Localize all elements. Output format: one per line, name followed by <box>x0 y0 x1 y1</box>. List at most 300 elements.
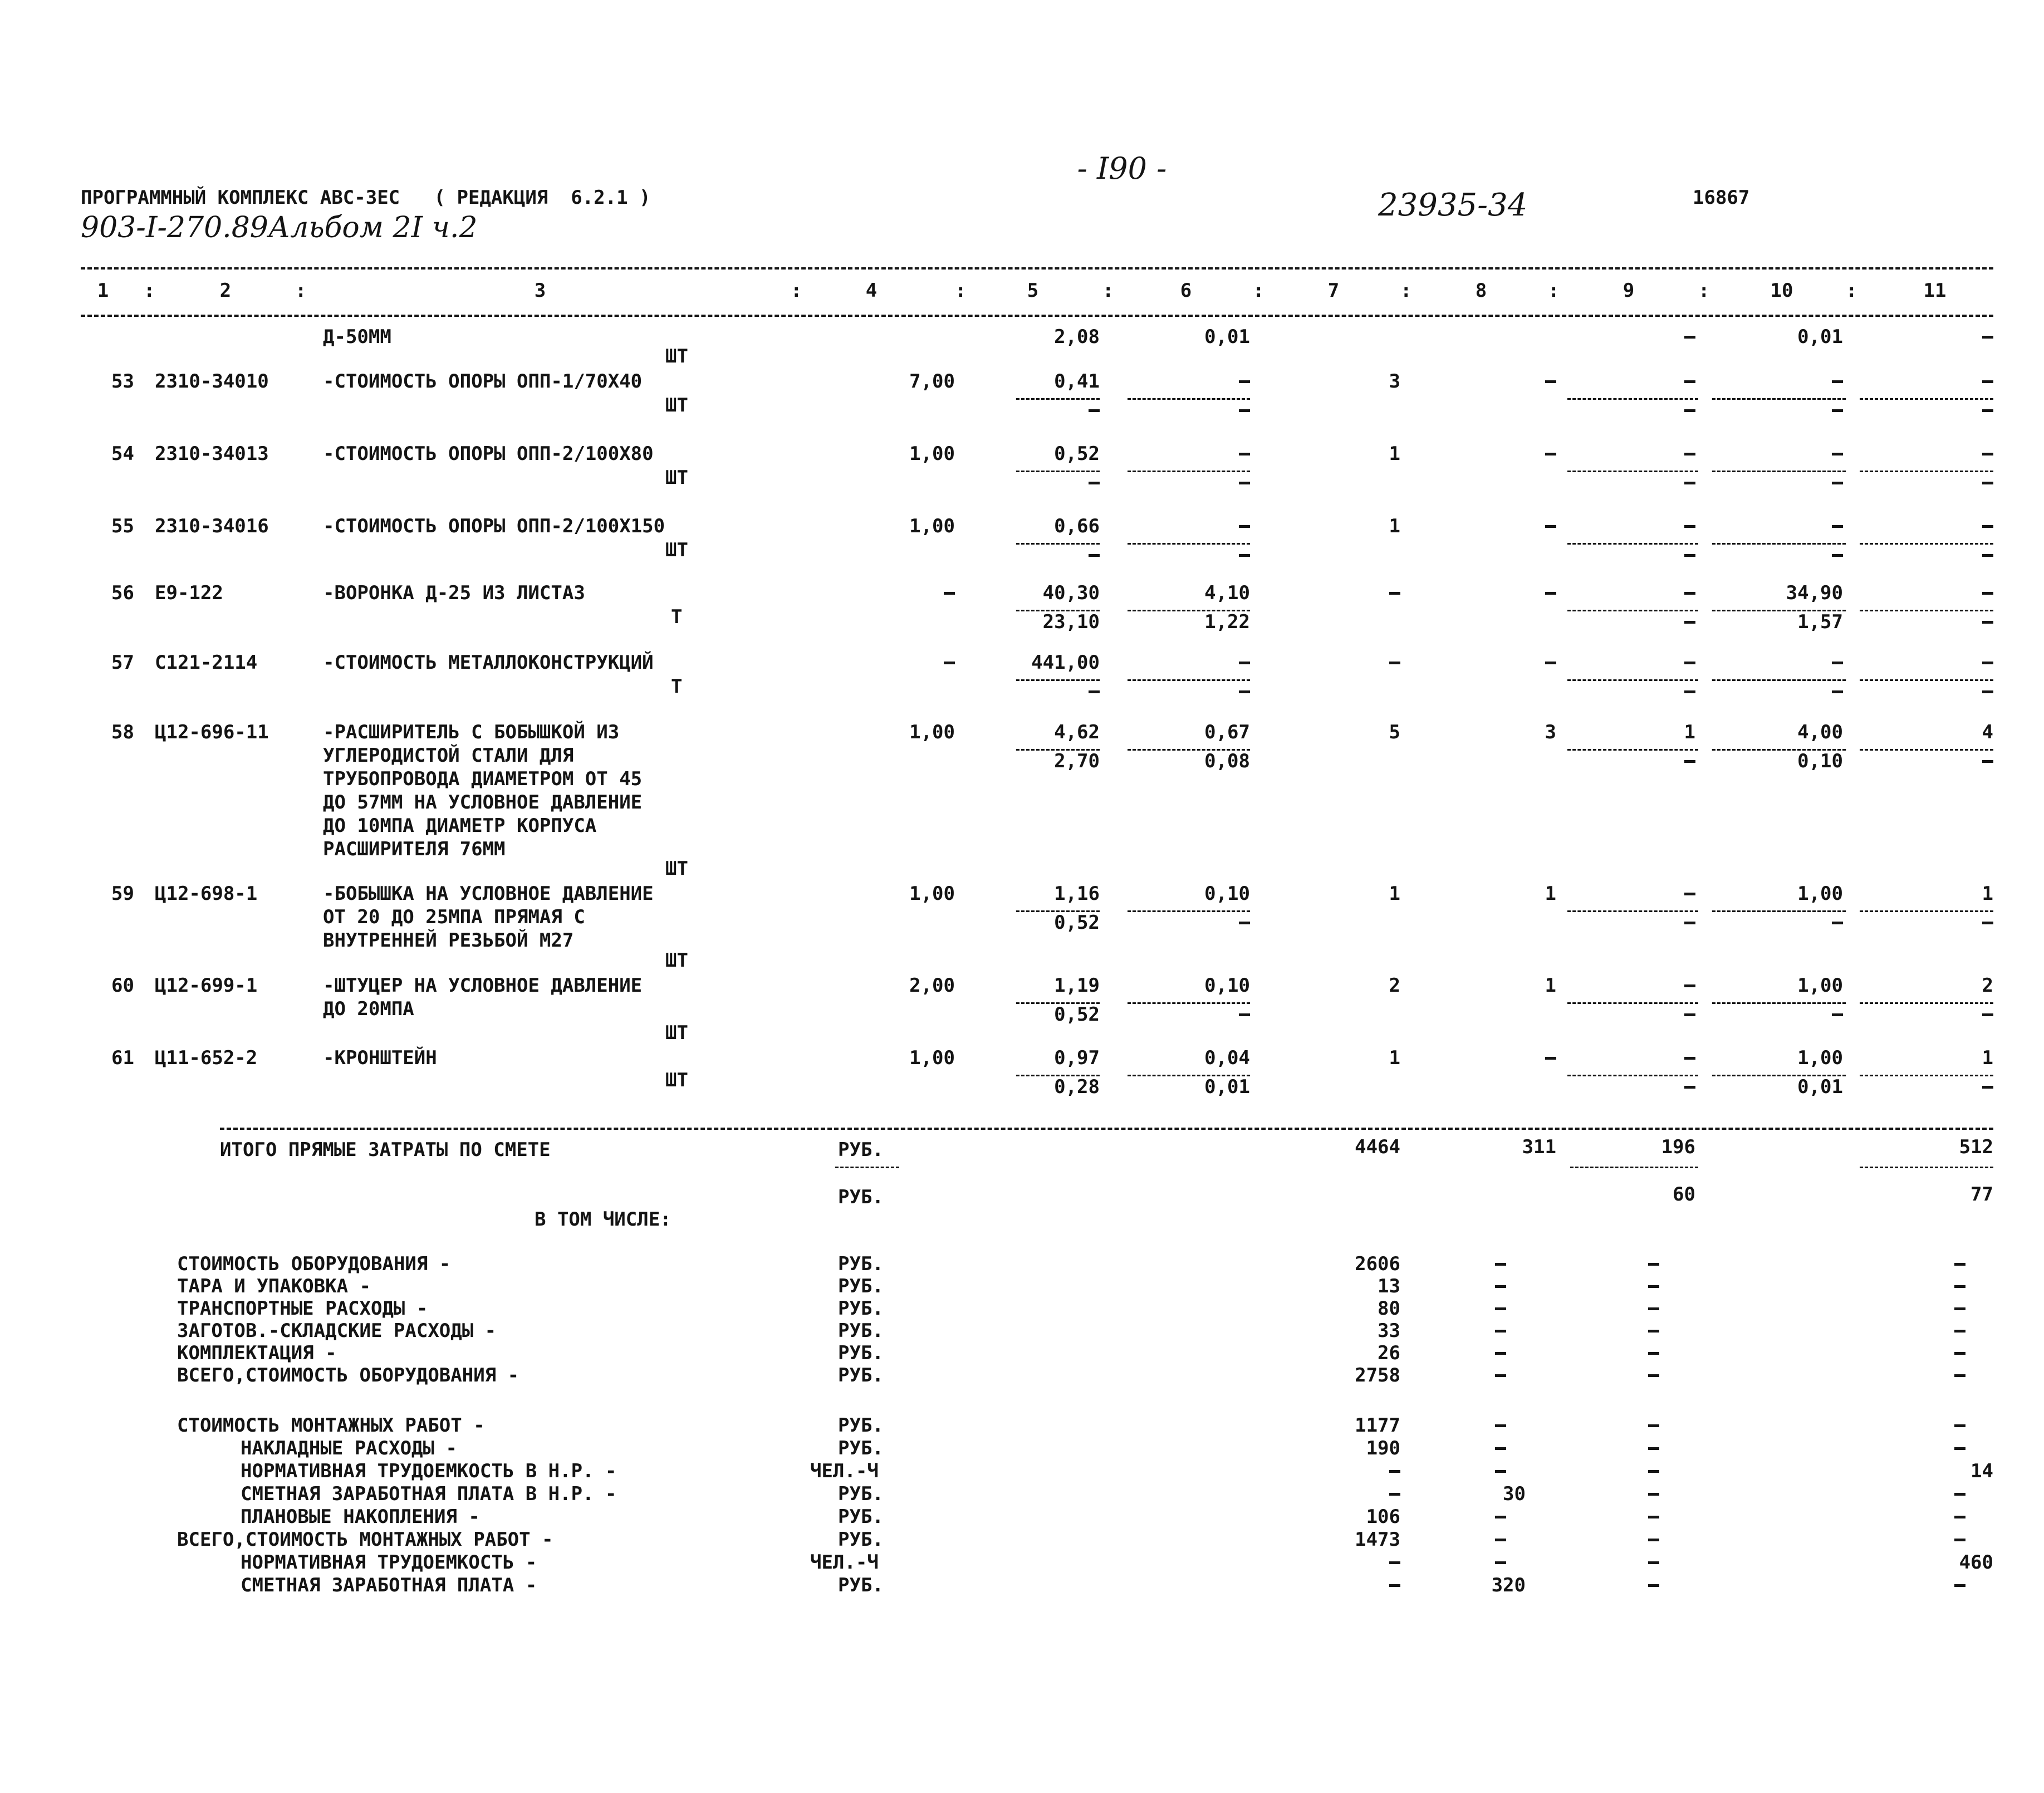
cell-underline <box>1860 910 1993 912</box>
value-cell: 1,00 <box>1797 1047 1843 1069</box>
dash-mark <box>1545 662 1556 664</box>
dash-mark <box>1239 525 1250 528</box>
dash-mark <box>1954 1424 1965 1427</box>
dash-mark <box>1982 380 1993 383</box>
value-cell: 14 <box>1971 1460 1993 1482</box>
dash-mark <box>1954 1263 1965 1266</box>
unit-label: ЧЕЛ.-Ч <box>810 1551 879 1574</box>
dash-mark <box>1495 1539 1506 1541</box>
cell-underline <box>1128 1002 1250 1004</box>
dash-mark <box>1684 554 1695 557</box>
dash-mark <box>1832 453 1843 455</box>
cell-underline <box>1128 910 1250 912</box>
dash-mark <box>1982 662 1993 664</box>
value-cell: 34,90 <box>1786 582 1843 604</box>
dash-mark <box>1089 482 1100 484</box>
value-cell: 0,08 <box>1204 750 1250 772</box>
value-cell: 5 <box>1389 721 1400 743</box>
dash-mark <box>1389 1470 1400 1473</box>
value-cell: 0,01 <box>1797 1076 1843 1098</box>
column-header: 4 <box>865 280 878 302</box>
row-code: Ц11-652-2 <box>155 1047 258 1069</box>
column-separator: : <box>1846 280 1857 302</box>
value-cell: 0,10 <box>1204 974 1250 997</box>
unit-rule <box>835 1167 899 1168</box>
unit-label: ШТ <box>665 394 688 417</box>
value-cell: 0,01 <box>1797 326 1843 348</box>
row-description: -БОБЫШКА НА УСЛОВНОЕ ДАВЛЕНИЕ <box>323 883 654 905</box>
row-number: 56 <box>111 582 134 604</box>
row-number: 55 <box>111 515 134 537</box>
dash-mark <box>1239 554 1250 557</box>
dash-mark <box>1684 893 1695 895</box>
value-cell: 1,00 <box>909 883 955 905</box>
dash-mark <box>1684 336 1695 339</box>
value-cell: 13 <box>1378 1275 1400 1297</box>
unit-label: ШТ <box>665 539 688 561</box>
cell-underline <box>1016 398 1100 400</box>
value-cell: 0,97 <box>1054 1047 1100 1069</box>
row-number: 61 <box>111 1047 134 1069</box>
unit-label: ЧЕЛ.-Ч <box>810 1460 879 1482</box>
value-cell: 1 <box>1545 974 1556 997</box>
album-label: 903-I-270.89Альбом 2I ч.2 <box>81 211 478 244</box>
dash-mark <box>1684 690 1695 693</box>
value-cell: 0,04 <box>1204 1047 1250 1069</box>
row-number: 58 <box>111 721 134 743</box>
cell-underline <box>1567 1075 1698 1076</box>
dash-mark <box>1684 662 1695 664</box>
cell-underline <box>1016 543 1100 545</box>
unit-label: РУБ. <box>838 1483 884 1505</box>
cell-underline <box>1860 610 1993 611</box>
dash-mark <box>1545 1057 1556 1060</box>
value-cell: 320 <box>1491 1574 1526 1596</box>
row-description: -СТОИМОСТЬ ОПОРЫ ОПП-2/100Х150 <box>323 515 665 537</box>
value-cell: 1 <box>1389 883 1400 905</box>
dash-mark <box>1648 1447 1659 1450</box>
value-cell: 1,00 <box>1797 883 1843 905</box>
value-cell: 0,67 <box>1204 721 1250 743</box>
column-separator: : <box>1102 280 1114 302</box>
value-cell: 0,52 <box>1054 1003 1100 1026</box>
value-cell: 4464 <box>1355 1136 1400 1158</box>
row-code: 2310-34013 <box>155 443 269 465</box>
value-cell: 2 <box>1982 974 1993 997</box>
row-description: -СТОИМОСТЬ МЕТАЛЛОКОНСТРУКЦИЙ <box>323 651 654 674</box>
unit-label: РУБ. <box>838 1437 884 1459</box>
value-cell: 1,19 <box>1054 974 1100 997</box>
cell-underline <box>1016 679 1100 681</box>
unit-label: Т <box>671 675 683 698</box>
dash-mark <box>1648 1470 1659 1473</box>
table-top-rule <box>81 267 1993 270</box>
cell-underline <box>1860 1002 1993 1004</box>
unit-label: РУБ. <box>838 1414 884 1437</box>
cell-underline <box>1712 543 1846 545</box>
row-number: 57 <box>111 651 134 674</box>
unit-label: ШТ <box>665 345 688 368</box>
row-description: -ВОРОНКА Д-25 ИЗ ЛИСТА3 <box>323 582 585 604</box>
unit-label: РУБ. <box>838 1574 884 1596</box>
totals-top-rule <box>220 1128 1993 1130</box>
unit-label: ШТ <box>665 1069 688 1091</box>
dash-mark <box>1239 1013 1250 1016</box>
dash-mark <box>1495 1307 1506 1310</box>
row-description: -СТОИМОСТЬ ОПОРЫ ОПП-1/70Х40 <box>323 370 643 393</box>
value-cell: 196 <box>1661 1136 1695 1158</box>
summary-label: СТОИМОСТЬ ОБОРУДОВАНИЯ - <box>177 1253 451 1275</box>
dash-mark <box>1982 922 1993 924</box>
row-description: Д-50ММ <box>323 326 391 348</box>
dash-mark <box>1239 662 1250 664</box>
value-cell: 1,00 <box>909 443 955 465</box>
dash-mark <box>1684 1057 1695 1060</box>
summary-label: НОРМАТИВНАЯ ТРУДОЕМКОСТЬ - <box>241 1551 537 1574</box>
dash-mark <box>1495 1447 1506 1450</box>
value-cell: 1,00 <box>1797 974 1843 997</box>
dash-mark <box>1389 1584 1400 1587</box>
value-cell: 0,01 <box>1204 326 1250 348</box>
dash-mark <box>1239 922 1250 924</box>
column-separator: : <box>295 280 307 302</box>
value-cell: 3 <box>1389 370 1400 393</box>
dash-mark <box>1832 1013 1843 1016</box>
row-code: Ц12-699-1 <box>155 974 258 997</box>
dash-mark <box>1239 690 1250 693</box>
column-header: 5 <box>1027 280 1039 302</box>
cell-underline <box>1712 910 1846 912</box>
row-code: 2310-34016 <box>155 515 269 537</box>
cell-underline <box>1860 398 1993 400</box>
value-cell: 1 <box>1389 1047 1400 1069</box>
row-description: ДО 57ММ НА УСЛОВНОЕ ДАВЛЕНИЕ <box>323 791 643 814</box>
dash-mark <box>1495 1374 1506 1377</box>
unit-label: РУБ. <box>838 1253 884 1275</box>
cell-underline <box>1567 398 1698 400</box>
column-header: 9 <box>1623 280 1635 302</box>
dash-mark <box>1389 1493 1400 1496</box>
dash-mark <box>944 662 955 664</box>
dash-mark <box>1648 1352 1659 1355</box>
dash-mark <box>1239 453 1250 455</box>
value-cell: 30 <box>1503 1483 1526 1505</box>
cell-underline <box>1567 610 1698 611</box>
dash-mark <box>1954 1584 1965 1587</box>
row-code: 2310-34010 <box>155 370 269 393</box>
value-cell: 0,52 <box>1054 912 1100 934</box>
dash-mark <box>1982 690 1993 693</box>
dash-mark <box>1239 380 1250 383</box>
dash-mark <box>1389 592 1400 595</box>
column-header: 3 <box>534 280 546 302</box>
value-cell: 1,16 <box>1054 883 1100 905</box>
column-header: 8 <box>1475 280 1487 302</box>
cell-underline <box>1567 679 1698 681</box>
row-number: 54 <box>111 443 134 465</box>
dash-mark <box>1982 621 1993 624</box>
dash-mark <box>1954 1516 1965 1518</box>
dash-mark <box>1389 1561 1400 1564</box>
value-cell: 1,00 <box>909 1047 955 1069</box>
dash-mark <box>1954 1447 1965 1450</box>
summary-label: ТАРА И УПАКОВКА - <box>177 1275 371 1297</box>
dash-mark <box>1389 662 1400 664</box>
dash-mark <box>1648 1374 1659 1377</box>
dash-mark <box>1832 409 1843 412</box>
unit-label: РУБ. <box>838 1320 884 1342</box>
unit-label: ШТ <box>665 949 688 972</box>
dash-mark <box>1832 525 1843 528</box>
row-code: Ц12-698-1 <box>155 883 258 905</box>
column-header: 2 <box>219 280 232 302</box>
unit-label: ШТ <box>665 467 688 489</box>
unit-label: РУБ. <box>838 1529 884 1551</box>
dash-mark <box>1495 1330 1506 1332</box>
row-description: УГЛЕРОДИСТОЙ СТАЛИ ДЛЯ <box>323 744 574 767</box>
dash-mark <box>1648 1584 1659 1587</box>
value-cell: 1,00 <box>909 721 955 743</box>
unit-label: РУБ. <box>838 1297 884 1320</box>
row-number: 59 <box>111 883 134 905</box>
value-cell: 33 <box>1378 1320 1400 1342</box>
page-number: - I90 - <box>1077 151 1167 186</box>
cell-underline <box>1860 679 1993 681</box>
summary-label: КОМПЛЕКТАЦИЯ - <box>177 1342 337 1364</box>
value-cell: 40,30 <box>1042 582 1100 604</box>
row-code: Е9-122 <box>155 582 223 604</box>
value-cell: 106 <box>1366 1506 1400 1528</box>
value-cell: 1473 <box>1355 1529 1400 1551</box>
value-cell: 311 <box>1522 1136 1556 1158</box>
value-cell: 0,10 <box>1797 750 1843 772</box>
dash-mark <box>1982 554 1993 557</box>
sub-rule <box>1570 1167 1698 1168</box>
cell-underline <box>1128 543 1250 545</box>
dash-mark <box>1982 336 1993 339</box>
dash-mark <box>1495 1352 1506 1355</box>
dash-mark <box>1648 1539 1659 1541</box>
dash-mark <box>1089 690 1100 693</box>
value-cell: 0,01 <box>1204 1076 1250 1098</box>
dash-mark <box>1495 1561 1506 1564</box>
value-cell: 1 <box>1982 1047 1993 1069</box>
dash-mark <box>1832 554 1843 557</box>
section-subtitle: В ТОМ ЧИСЛЕ: <box>535 1208 671 1231</box>
dash-mark <box>1495 1470 1506 1473</box>
value-cell: 80 <box>1378 1297 1400 1320</box>
dash-mark <box>1982 409 1993 412</box>
value-cell: 1,57 <box>1797 611 1843 633</box>
value-cell: 1 <box>1982 883 1993 905</box>
dash-mark <box>1495 1263 1506 1266</box>
value-cell: 190 <box>1366 1437 1400 1459</box>
dash-mark <box>1545 380 1556 383</box>
value-cell: 1,22 <box>1204 611 1250 633</box>
dash-mark <box>1648 1307 1659 1310</box>
unit-label: РУБ. <box>838 1139 884 1161</box>
cell-underline <box>1567 1002 1698 1004</box>
dash-mark <box>1684 984 1695 987</box>
cell-underline <box>1712 679 1846 681</box>
dash-mark <box>1982 525 1993 528</box>
summary-label: ТРАНСПОРТНЫЕ РАСХОДЫ - <box>177 1297 428 1320</box>
column-separator: : <box>1698 280 1710 302</box>
cell-underline <box>1712 1002 1846 1004</box>
dash-mark <box>1982 760 1993 763</box>
column-separator: : <box>1400 280 1412 302</box>
dash-mark <box>1832 662 1843 664</box>
dash-mark <box>1495 1285 1506 1288</box>
value-cell: 4,00 <box>1797 721 1843 743</box>
unit-label: РУБ. <box>838 1342 884 1364</box>
cell-underline <box>1128 471 1250 472</box>
value-cell: 0,10 <box>1204 883 1250 905</box>
value-cell: 2,00 <box>909 974 955 997</box>
row-description: ТРУБОПРОВОДА ДИАМЕТРОМ ОТ 45 <box>323 768 643 790</box>
dash-mark <box>1684 380 1695 383</box>
column-header: 11 <box>1923 280 1947 302</box>
value-cell: 0,52 <box>1054 443 1100 465</box>
dash-mark <box>1954 1493 1965 1496</box>
cell-underline <box>1128 679 1250 681</box>
value-cell: 4 <box>1982 721 1993 743</box>
dash-mark <box>1684 922 1695 924</box>
unit-label: ШТ <box>665 858 688 880</box>
dash-mark <box>1545 525 1556 528</box>
dash-mark <box>1684 760 1695 763</box>
value-cell: 1,00 <box>909 515 955 537</box>
dash-mark <box>1648 1285 1659 1288</box>
unit-label: РУБ. <box>838 1275 884 1297</box>
dash-mark <box>1684 482 1695 484</box>
row-description: РАСШИРИТЕЛЯ 76ММ <box>323 838 506 860</box>
value-cell: 460 <box>1959 1551 1993 1574</box>
summary-label: ПЛАНОВЫЕ НАКОПЛЕНИЯ - <box>241 1506 480 1528</box>
value-cell: 1 <box>1389 443 1400 465</box>
dash-mark <box>1982 1013 1993 1016</box>
dash-mark <box>1982 482 1993 484</box>
row-description: ВНУТРЕННЕЙ РЕЗЬБОЙ М27 <box>323 929 574 952</box>
value-cell: 60 <box>1673 1183 1695 1206</box>
value-cell: 1 <box>1545 883 1556 905</box>
summary-label: ЗАГОТОВ.-СКЛАДСКИЕ РАСХОДЫ - <box>177 1320 497 1342</box>
dash-mark <box>1648 1516 1659 1518</box>
row-number: 53 <box>111 370 134 393</box>
value-cell: 512 <box>1959 1136 1993 1158</box>
summary-label: СМЕТНАЯ ЗАРАБОТНАЯ ПЛАТА - <box>241 1574 537 1596</box>
summary-label: ВСЕГО,СТОИМОСТЬ МОНТАЖНЫХ РАБОТ - <box>177 1529 553 1551</box>
value-cell: 4,10 <box>1204 582 1250 604</box>
dash-mark <box>1684 453 1695 455</box>
cell-underline <box>1860 543 1993 545</box>
unit-label: Т <box>671 606 683 628</box>
dash-mark <box>1954 1374 1965 1377</box>
row-description: ДО 20МПА <box>323 998 414 1020</box>
dash-mark <box>1495 1424 1506 1427</box>
value-cell: 3 <box>1545 721 1556 743</box>
value-cell: 0,28 <box>1054 1076 1100 1098</box>
value-cell: 26 <box>1378 1342 1400 1364</box>
dash-mark <box>1648 1330 1659 1332</box>
dash-mark <box>1832 690 1843 693</box>
summary-label: СТОИМОСТЬ МОНТАЖНЫХ РАБОТ - <box>177 1414 485 1437</box>
dash-mark <box>1545 453 1556 455</box>
value-cell: 7,00 <box>909 370 955 393</box>
summary-label: НОРМАТИВНАЯ ТРУДОЕМКОСТЬ В Н.Р. - <box>241 1460 617 1482</box>
column-separator: : <box>1548 280 1560 302</box>
doc-number: 23935-34 <box>1378 187 1528 223</box>
dash-mark <box>1954 1330 1965 1332</box>
column-header: 6 <box>1180 280 1192 302</box>
summary-label: ВСЕГО,СТОИМОСТЬ ОБОРУДОВАНИЯ - <box>177 1364 519 1387</box>
value-cell: 0,41 <box>1054 370 1100 393</box>
column-separator: : <box>144 280 155 302</box>
row-description: -КРОНШТЕЙН <box>323 1047 437 1069</box>
dash-mark <box>1239 409 1250 412</box>
value-cell: 1 <box>1389 515 1400 537</box>
dash-mark <box>1545 592 1556 595</box>
header-bottom-rule <box>81 315 1993 317</box>
cell-underline <box>1567 910 1698 912</box>
cell-underline <box>1567 749 1698 751</box>
row-description: ОТ 20 ДО 25МПА ПРЯМАЯ С <box>323 906 585 928</box>
dash-mark <box>1684 409 1695 412</box>
unit-label: ШТ <box>665 1022 688 1044</box>
totals-label: ИТОГО ПРЯМЫЕ ЗАТРАТЫ ПО СМЕТЕ <box>220 1139 551 1161</box>
dash-mark <box>1832 380 1843 383</box>
dash-mark <box>1954 1307 1965 1310</box>
dash-mark <box>1684 621 1695 624</box>
value-cell: 1 <box>1684 721 1695 743</box>
value-cell: 0,66 <box>1054 515 1100 537</box>
dash-mark <box>1954 1352 1965 1355</box>
dash-mark <box>1832 922 1843 924</box>
dash-mark <box>1684 525 1695 528</box>
dash-mark <box>1684 1086 1695 1089</box>
row-number: 60 <box>111 974 134 997</box>
value-cell: 77 <box>1971 1183 1993 1206</box>
cell-underline <box>1712 471 1846 472</box>
summary-label: НАКЛАДНЫЕ РАСХОДЫ - <box>241 1437 457 1459</box>
cell-underline <box>1567 543 1698 545</box>
value-cell: 23,10 <box>1042 611 1100 633</box>
value-cell: 441,00 <box>1031 651 1100 674</box>
dash-mark <box>1982 453 1993 455</box>
row-description: -ШТУЦЕР НА УСЛОВНОЕ ДАВЛЕНИЕ <box>323 974 643 997</box>
cell-underline <box>1567 471 1698 472</box>
row-description: ДО 10МПА ДИАМЕТР КОРПУСА <box>323 815 597 837</box>
cell-underline <box>1016 471 1100 472</box>
column-separator: : <box>1253 280 1264 302</box>
value-cell: 1177 <box>1355 1414 1400 1437</box>
column-separator: : <box>791 280 802 302</box>
unit-label: РУБ. <box>838 1186 884 1208</box>
value-cell: 2,08 <box>1054 326 1100 348</box>
program-title: ПРОГРАММНЫЙ КОМПЛЕКС АВС-3ЕС ( РЕДАКЦИЯ 6.2.1 ) <box>81 187 651 209</box>
cell-underline <box>1860 471 1993 472</box>
dash-mark <box>1089 554 1100 557</box>
column-separator: : <box>955 280 967 302</box>
dash-mark <box>1832 482 1843 484</box>
dash-mark <box>1684 1013 1695 1016</box>
code-number: 16867 <box>1693 187 1750 209</box>
row-description: -СТОИМОСТЬ ОПОРЫ ОПП-2/100Х80 <box>323 443 654 465</box>
row-code: Ц12-696-11 <box>155 721 269 743</box>
value-cell: 2,70 <box>1054 750 1100 772</box>
dash-mark <box>1239 482 1250 484</box>
value-cell: 2758 <box>1355 1364 1400 1387</box>
